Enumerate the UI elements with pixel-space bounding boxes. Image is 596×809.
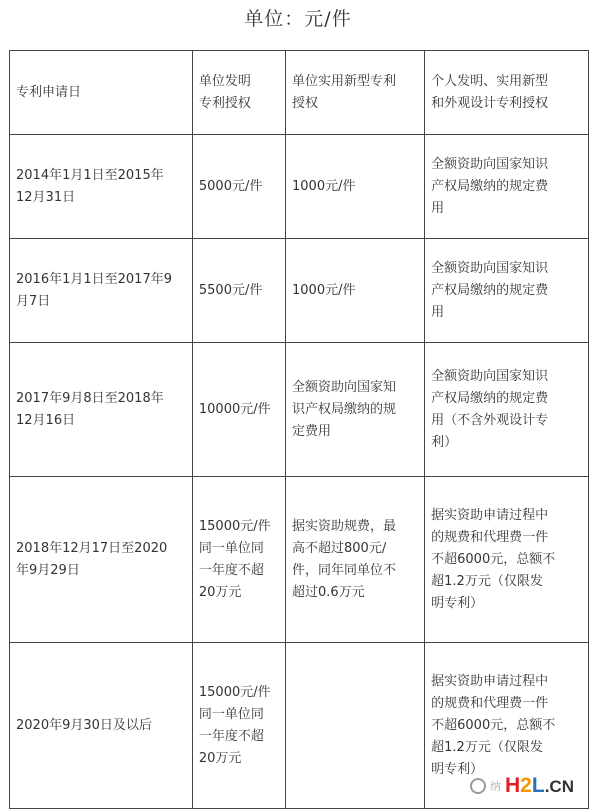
cell-application-date — [10, 135, 193, 239]
cell-unit-invention-line: 同一单位同 — [198, 540, 264, 556]
cell-personal-line: 超1.2万元（仅限发 — [431, 573, 543, 589]
header-personal — [425, 51, 589, 135]
cell-application-date-line: 12月16日 — [16, 412, 76, 428]
cell-personal-line: 不超6000元，总额不 — [431, 717, 556, 733]
table-row — [10, 343, 589, 477]
cell-personal-line: 的规费和代理费一件 — [431, 695, 549, 711]
cell-unit-invention — [192, 239, 285, 343]
header-unit-invention — [192, 51, 285, 135]
cell-unit-utility-line: 1000元/件 — [292, 282, 356, 298]
table-header-row — [10, 51, 589, 135]
cell-unit-utility — [286, 239, 425, 343]
cell-personal-line: 超1.2万元（仅限发 — [431, 739, 543, 755]
cell-personal-line: 产权局缴纳的规定费 — [431, 178, 549, 194]
header-unit-utility — [286, 51, 425, 135]
cell-application-date-line: 2020年9月30日及以后 — [16, 717, 152, 733]
cell-personal-line: 用（不含外观设计专 — [431, 412, 549, 428]
cell-application-date — [10, 477, 193, 643]
patent-subsidy-table — [9, 50, 589, 809]
header-unit-invention-line: 单位发明 — [198, 73, 251, 89]
cell-unit-utility-line: 1000元/件 — [292, 178, 356, 194]
cell-unit-invention-line: 15000元/件 — [198, 518, 271, 534]
cell-unit-invention — [192, 135, 285, 239]
cell-unit-invention-line: 10000元/件 — [198, 401, 271, 417]
cell-unit-invention-line: 一年度不超 — [198, 728, 264, 744]
cell-personal-line: 全额资助向国家知识 — [431, 156, 549, 172]
cell-unit-invention — [192, 643, 285, 809]
cell-personal-line: 据实资助申请过程中 — [431, 673, 549, 689]
cell-personal-line: 全额资助向国家知识 — [431, 260, 549, 276]
cell-unit-invention — [192, 477, 285, 643]
cell-personal-line: 产权局缴纳的规定费 — [431, 282, 549, 298]
cell-unit-utility-line: 高不超过800元/ — [292, 540, 387, 556]
header-unit-utility-line: 单位实用新型专利 — [292, 73, 397, 89]
cell-personal-line: 用 — [431, 200, 445, 216]
cell-application-date — [10, 643, 193, 809]
cell-personal-line: 不超6000元，总额不 — [431, 551, 556, 567]
h2l-logo: H2L.CN — [505, 774, 574, 797]
cell-unit-utility-line: 全额资助向国家知 — [292, 379, 397, 395]
cell-unit-invention-line: 5500元/件 — [198, 282, 263, 298]
cell-personal-line: 用 — [431, 304, 445, 320]
header-application-date — [10, 51, 193, 135]
header-unit-invention-line: 专利授权 — [198, 95, 251, 111]
cell-unit-invention-line: 一年度不超 — [198, 562, 264, 578]
table-row — [10, 477, 589, 643]
cell-unit-invention — [192, 343, 285, 477]
cell-application-date-line: 12月31日 — [16, 189, 76, 205]
cell-personal — [425, 135, 589, 239]
header-personal-line: 和外观设计专利授权 — [431, 95, 549, 111]
cell-personal — [425, 239, 589, 343]
cell-personal-line: 的规费和代理费一件 — [431, 529, 549, 545]
cell-unit-utility — [286, 343, 425, 477]
cell-application-date-line: 2017年9月8日至2018年 — [16, 390, 164, 406]
header-unit-utility-line: 授权 — [292, 95, 319, 111]
cell-personal-line: 明专利） — [431, 595, 484, 611]
watermark-channel-text: 纳 — [490, 780, 501, 793]
cell-unit-invention-line: 5000元/件 — [198, 178, 263, 194]
cell-unit-utility — [286, 135, 425, 239]
cell-application-date-line: 月7日 — [16, 293, 51, 309]
cell-personal-line: 产权局缴纳的规定费 — [431, 390, 549, 406]
cell-personal — [425, 343, 589, 477]
cell-unit-utility-line: 件，同年同单位不 — [292, 562, 397, 578]
cell-personal-line: 据实资助申请过程中 — [431, 507, 549, 523]
wechat-channel-icon — [470, 778, 486, 794]
table-row — [10, 239, 589, 343]
cell-unit-utility-line: 据实资助规费，最 — [292, 518, 397, 534]
header-application-date-line: 专利申请日 — [16, 84, 82, 100]
cell-application-date — [10, 239, 193, 343]
cell-unit-invention-line: 15000元/件 — [198, 684, 271, 700]
cell-personal — [425, 477, 589, 643]
cell-personal-line: 利） — [431, 434, 458, 450]
cell-unit-utility-line: 定费用 — [292, 423, 332, 439]
cell-application-date-line: 年9月29日 — [16, 562, 80, 578]
table-row — [10, 135, 589, 239]
cell-unit-invention-line: 20万元 — [198, 750, 242, 766]
cell-personal-line: 明专利） — [431, 761, 484, 777]
cell-application-date-line: 2016年1月1日至2017年9 — [16, 271, 172, 287]
cell-application-date — [10, 343, 193, 477]
cell-unit-invention-line: 同一单位同 — [198, 706, 264, 722]
cell-unit-utility — [286, 643, 425, 809]
unit-title: 单位：元/件 — [244, 8, 352, 30]
cell-application-date-line: 2018年12月17日至2020 — [16, 540, 168, 556]
cell-unit-utility-line: 识产权局缴纳的规 — [292, 401, 397, 417]
cell-unit-utility — [286, 477, 425, 643]
header-personal-line: 个人发明、实用新型 — [431, 73, 549, 89]
cell-unit-utility-line: 超过0.6万元 — [292, 584, 365, 600]
cell-application-date-line: 2014年1月1日至2015年 — [16, 167, 164, 183]
cell-personal-line: 全额资助向国家知识 — [431, 368, 549, 384]
watermark — [470, 770, 595, 802]
cell-unit-invention-line: 20万元 — [198, 584, 242, 600]
